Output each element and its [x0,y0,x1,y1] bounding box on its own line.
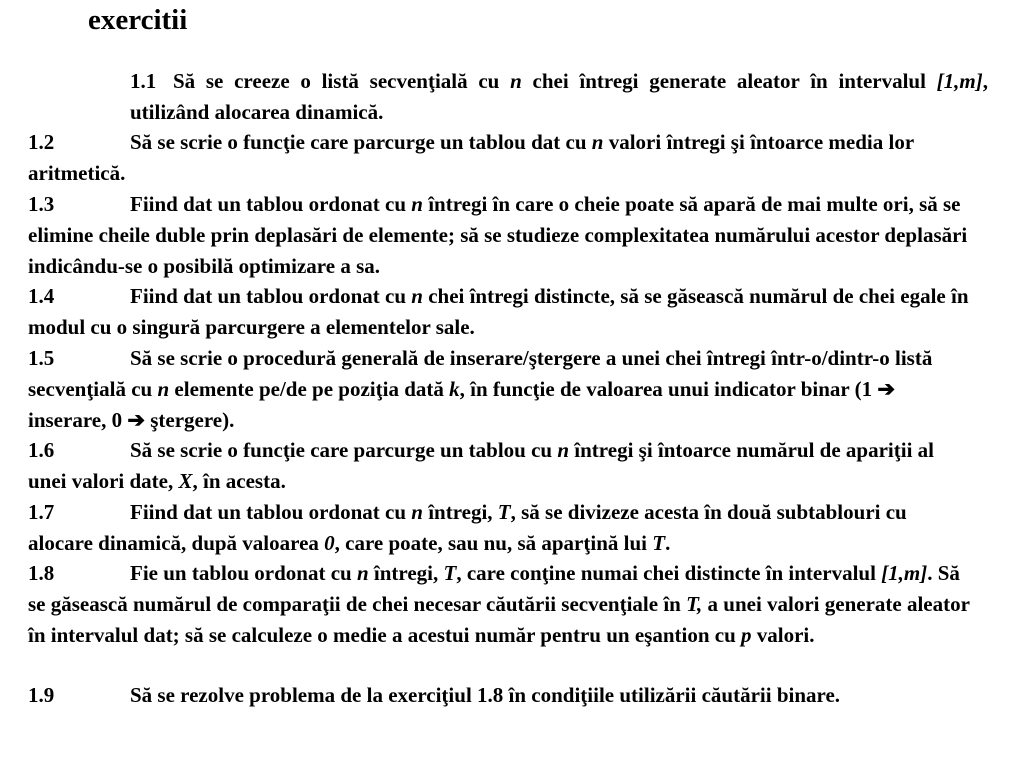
exercise-1-7: 1.7 Fiind dat un tablou ordonat cu n întregi, T, să se divizeze acesta în două subtablouri cu alocare dinamică, după valoarea 0, care poate, sau nu, să aparţină lui T. [28,497,976,559]
exercise-1-8: 1.8 Fie un tablou ordonat cu n întregi, T, care conţine numai chei distincte în intervalul [1,m]. Să se găsească numărul de comparaţii de chei necesar căutării secvenţiale în T, a unei valori generate aleator în intervalul dat; să se calculeze o medie a acestui număr pentru un eşantion cu p valori. [28,558,976,651]
arrow-right-icon: ➔ [877,377,895,401]
page-title: exercitii [88,4,188,36]
exercise-1-4: 1.4 Fiind dat un tablou ordonat cu n chei întregi distincte, să se găsească numărul de chei egale în modul cu o singură parcurgere a elementelor sale. [28,281,976,343]
arrow-right-icon: ➔ [127,408,145,432]
exercise-1-2: 1.2 Să se scrie o funcţie care parcurge un tablou dat cu n valori întregi şi întoarce media lor aritmetică. [28,127,976,189]
exercise-number: 1.6 [28,438,55,462]
exercise-number: 1.3 [28,192,55,216]
exercise-number: 1.4 [28,284,55,308]
exercise-number: 1.2 [28,130,55,154]
exercise-1-5: 1.5 Să se scrie o procedură generală de inserare/ştergere a unei chei întregi într-o/dintr-o listă secvenţială cu n elemente pe/de pe poziţia dată k, în funcţie de valoarea unui indicator binar (1 ➔ inserare, 0 ➔ ştergere). [28,343,976,436]
exercise-1-6: 1.6 Să se scrie o funcţie care parcurge un tablou cu n întregi şi întoarce numărul de apariţii al unei valori date, X, în acesta. [28,435,976,497]
exercise-number: 1.5 [28,346,55,370]
exercise-number: 1.1 [130,69,157,93]
exercise-number: 1.7 [28,500,55,524]
exercise-1-3: 1.3 Fiind dat un tablou ordonat cu n întregi în care o cheie poate să apară de mai multe ori, să se elimine cheile duble prin deplasări de elemente; să se studieze complexitatea numărului acestor deplasări indicându-se o posibilă optimizare a sa. [28,189,976,282]
exercise-1-1: 1.1 Să se creeze o listă secvenţială cu n chei întregi generate aleator în intervalul [1,m], utilizând alocarea dinamică. [130,66,988,128]
exercise-1-9: 1.9 Să se rezolve problema de la exerciţiul 1.8 în condiţiile utilizării căutării binare. [28,680,976,711]
exercise-number: 1.8 [28,561,55,585]
exercise-number: 1.9 [28,683,55,707]
